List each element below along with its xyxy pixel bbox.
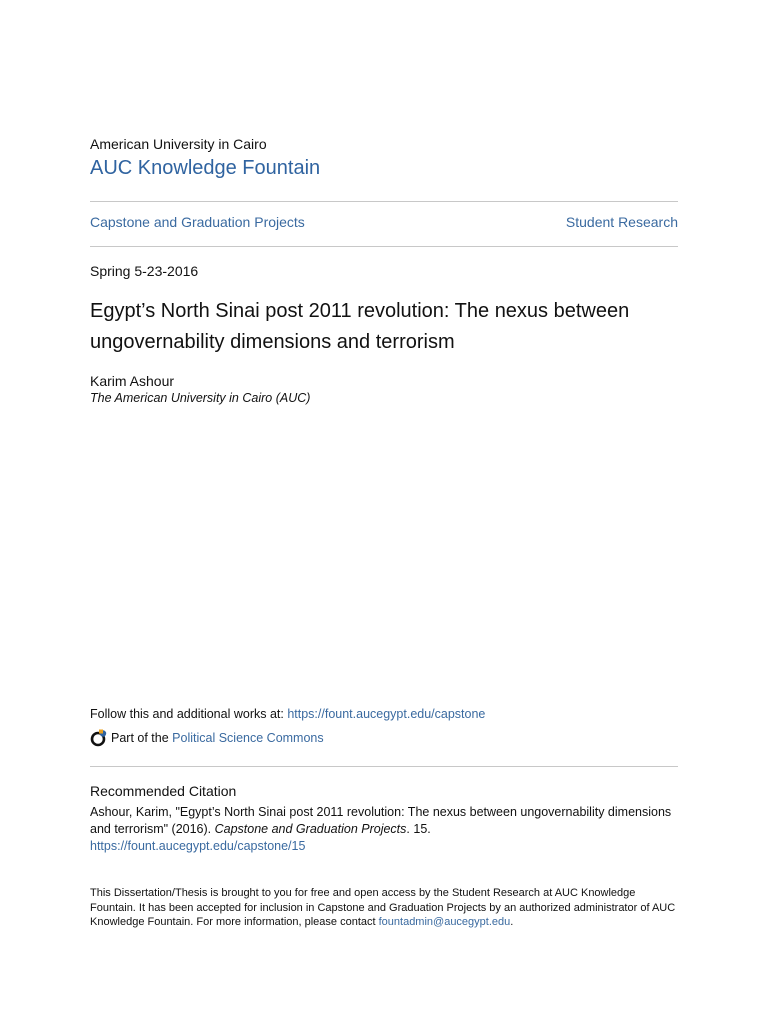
nav-divider — [90, 246, 678, 247]
collection-url-link[interactable]: https://fount.aucegypt.edu/capstone — [287, 707, 486, 721]
access-text: This Dissertation/Thesis is brought to you for free and open access by the Student Research at AUC Knowledge Fountain. It has been accepted for inclusion in Capstone and Graduation Projects by an authorized administrator of AUC Knowledge Fountain. For more information, please contact — [90, 887, 676, 928]
citation-suffix: . 15. — [406, 822, 431, 836]
citation-body — [90, 804, 680, 855]
author-affiliation: The American University in Cairo (AUC) — [90, 391, 311, 405]
community-link[interactable]: Student Research — [565, 214, 678, 230]
repository-link[interactable]: AUC Knowledge Fountain — [90, 157, 321, 179]
citation-series: Capstone and Graduation Projects — [214, 822, 407, 836]
political-science-commons-link[interactable]: Political Science Commons — [172, 731, 324, 745]
document-title: Egypt’s North Sinai post 2011 revolution: The nexus between ungovernability dimensions and terrorism — [90, 300, 630, 353]
publication-date: Spring 5-23-2016 — [90, 263, 199, 279]
collection-link[interactable]: Capstone and Graduation Projects — [90, 214, 305, 230]
institution-name: American University in Cairo — [90, 136, 267, 152]
follow-prefix: Follow this and additional works at: — [90, 707, 288, 721]
part-of-prefix: Part of the — [111, 731, 169, 745]
citation-heading: Recommended Citation — [90, 783, 237, 799]
access-end: . — [510, 916, 514, 928]
part-of-line — [90, 729, 324, 747]
citation-divider — [90, 766, 678, 767]
top-divider — [90, 201, 678, 202]
commons-icon — [90, 729, 108, 747]
author-name: Karim Ashour — [90, 373, 175, 389]
citation-text: Ashour, Karim, "Egypt’s North Sinai post 2011 revolution: The nexus between ungovernability dimensions and terrorism" (2016). — [90, 805, 672, 836]
contact-email-link[interactable]: fountadmin@aucegypt.edu — [378, 916, 511, 928]
citation-url-link[interactable]: https://fount.aucegypt.edu/capstone/15 — [90, 839, 306, 853]
follow-line — [90, 707, 485, 721]
access-statement — [90, 886, 680, 930]
